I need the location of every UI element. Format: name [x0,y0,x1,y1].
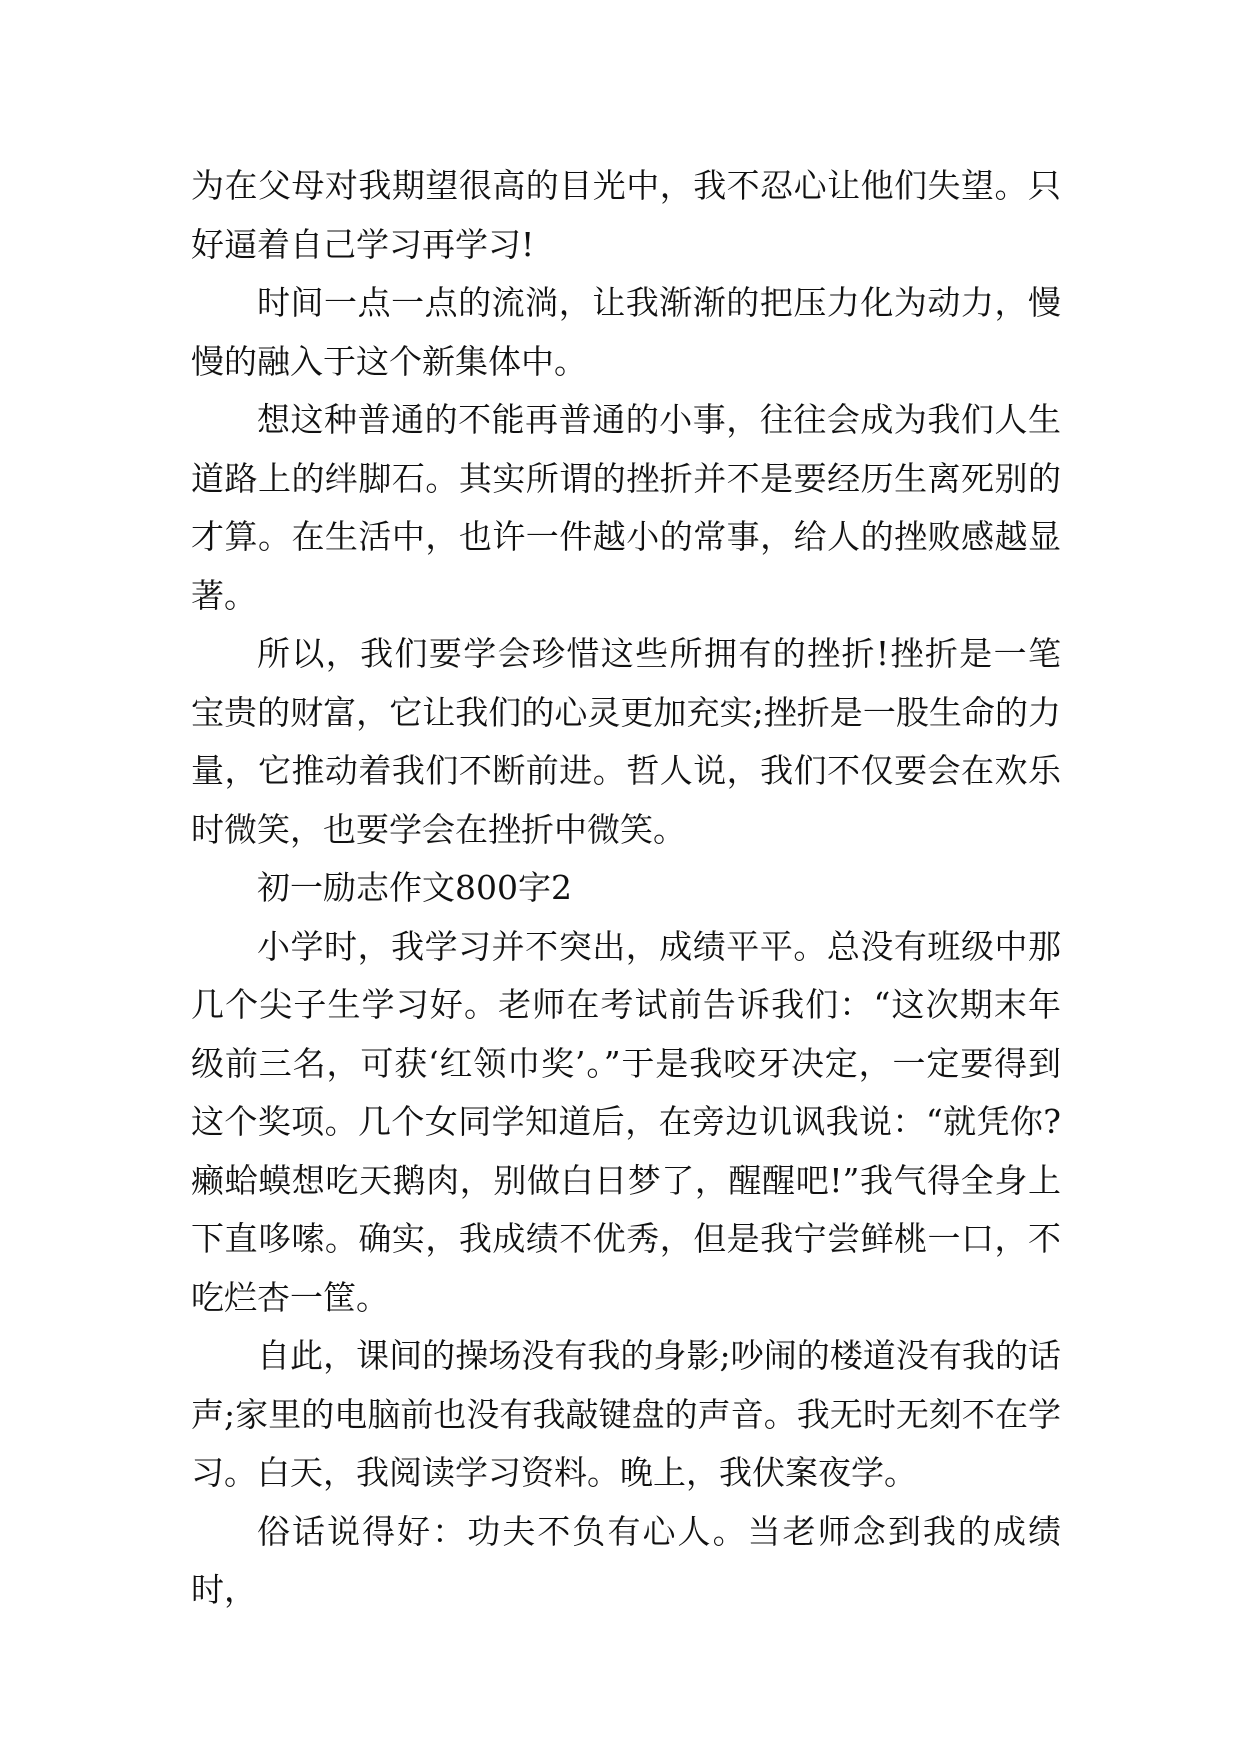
paragraph-6: 自此，课间的操场没有我的身影;吵闹的楼道没有我的话声;家里的电脑前也没有我敲键盘的声音。我无时无刻不在学习。白天，我阅读学习资料。晚上，我伏案夜学。 [191,1336,1061,1492]
paragraph-7: 俗话说得好：功夫不负有心人。当老师念到我的成绩时， [191,1511,1061,1609]
paragraph-4: 所以，我们要学会珍惜这些所拥有的挫折!挫折是一笔宝贵的财富，它让我们的心灵更加充实;挫折是一股生命的力量，它推动着我们不断前进。哲人说，我们不仅要会在欢乐时微笑，也要学会在挫折中微笑。 [191,634,1061,849]
paragraph-3: 想这种普通的不能再普通的小事，往往会成为我们人生道路上的绊脚石。其实所谓的挫折并不是要经历生离死别的才算。在生活中，也许一件越小的常事，给人的挫败感越显著。 [191,400,1061,615]
section-heading: 初一励志作文800字2 [257,868,572,907]
paragraph-1: 为在父母对我期望很高的目光中，我不忍心让他们失望。只好逼着自己学习再学习! [191,166,1061,264]
document-body [191,157,1061,1620]
paragraph-5: 小学时，我学习并不突出，成绩平平。总没有班级中那几个尖子生学习好。老师在考试前告诉我们：“这次期末年级前三名，可获‘红领巾奖’。”于是我咬牙决定，一定要得到这个奖项。几个女同学知道后，在旁边讥讽我说：“就凭你?癞蛤蟆想吃天鹅肉，别做白日梦了，醒醒吧!”我气得全身上下直哆嗦。确实，我成绩不优秀，但是我宁尝鲜桃一口，不吃烂杏一筐。 [191,926,1061,1317]
paragraph-2: 时间一点一点的流淌，让我渐渐的把压力化为动力，慢慢的融入于这个新集体中。 [191,283,1061,381]
